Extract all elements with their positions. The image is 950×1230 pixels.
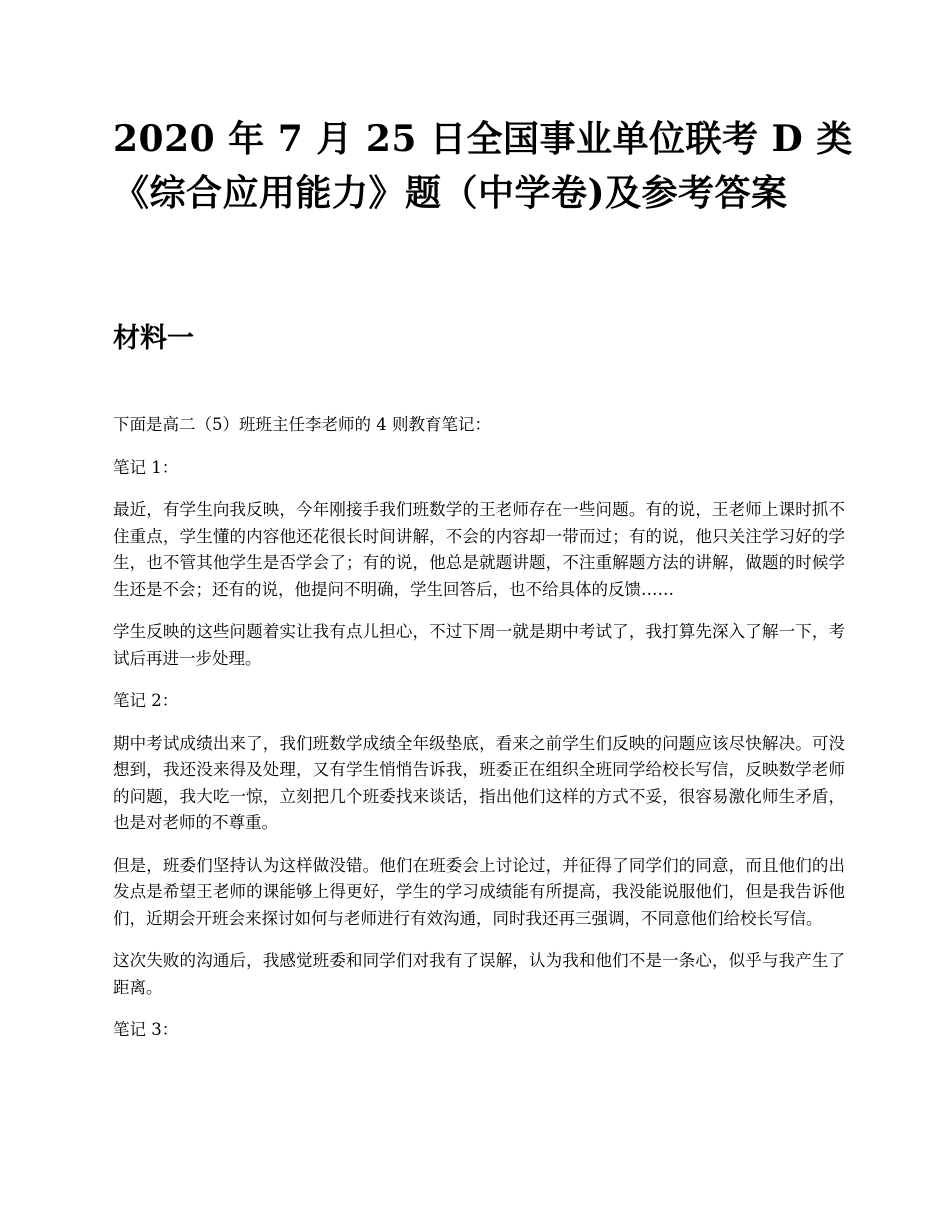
document-body xyxy=(113,412,845,1060)
document-title xyxy=(113,112,873,220)
note-2-paragraph-1: 期中考试成绩出来了，我们班数学成绩全年级垫底，看来之前学生们反映的问题应该尽快解决。可没想到，我还没来得及处理，又有学生悄悄告诉我，班委正在组织全班同学给校长写信，反映数学老师的问题，我大吃一惊，立刻把几个班委找来谈话，指出他们这样的方式不妥，很容易激化师生矛盾，也是对老师的不尊重。 xyxy=(113,733,845,832)
note-2-label: 笔记 2： xyxy=(113,691,179,710)
intro-paragraph: 下面是高二（5）班班主任李老师的 4 则教育笔记： xyxy=(113,415,491,434)
title-line-1: 2020 年 7 月 25 日全国事业单位联考 D 类 xyxy=(113,118,853,160)
note-1-paragraph-2: 学生反映的这些问题着实让我有点儿担心，不过下周一就是期中考试了，我打算先深入了解一下，考试后再进一步处理。 xyxy=(113,622,845,668)
note-2-paragraph-2: 但是，班委们坚持认为这样做没错。他们在班委会上讨论过，并征得了同学们的同意，而且他们的出发点是希望王老师的课能够上得更好，学生的学习成绩能有所提高，我没能说服他们，但是我告诉他们，近期会开班会来探讨如何与老师进行有效沟通，同时我还再三强调，不同意他们给校长写信。 xyxy=(113,855,845,928)
note-1-paragraph-1: 最近，有学生向我反映，今年刚接手我们班数学的王老师存在一些问题。有的说，王老师上课时抓不住重点，学生懂的内容他还花很长时间讲解，不会的内容却一带而过；有的说，他只关注学习好的学生，也不管其他学生是否学会了；有的说，他总是就题讲题，不注重解题方法的讲解，做题的时候学生还是不会；还有的说，他提问不明确，学生回答后，也不给具体的反馈…… xyxy=(113,500,845,599)
title-line-2: 《综合应用能力》题（中学卷)及参考答案 xyxy=(113,172,788,214)
note-2-paragraph-3: 这次失败的沟通后，我感觉班委和同学们对我有了误解，认为我和他们不是一条心，似乎与我产生了距离。 xyxy=(113,951,845,997)
note-1-label: 笔记 1： xyxy=(113,457,179,477)
section-heading-material-one: 材料一 xyxy=(113,323,194,354)
note-3-label: 笔记 3： xyxy=(113,1020,179,1039)
